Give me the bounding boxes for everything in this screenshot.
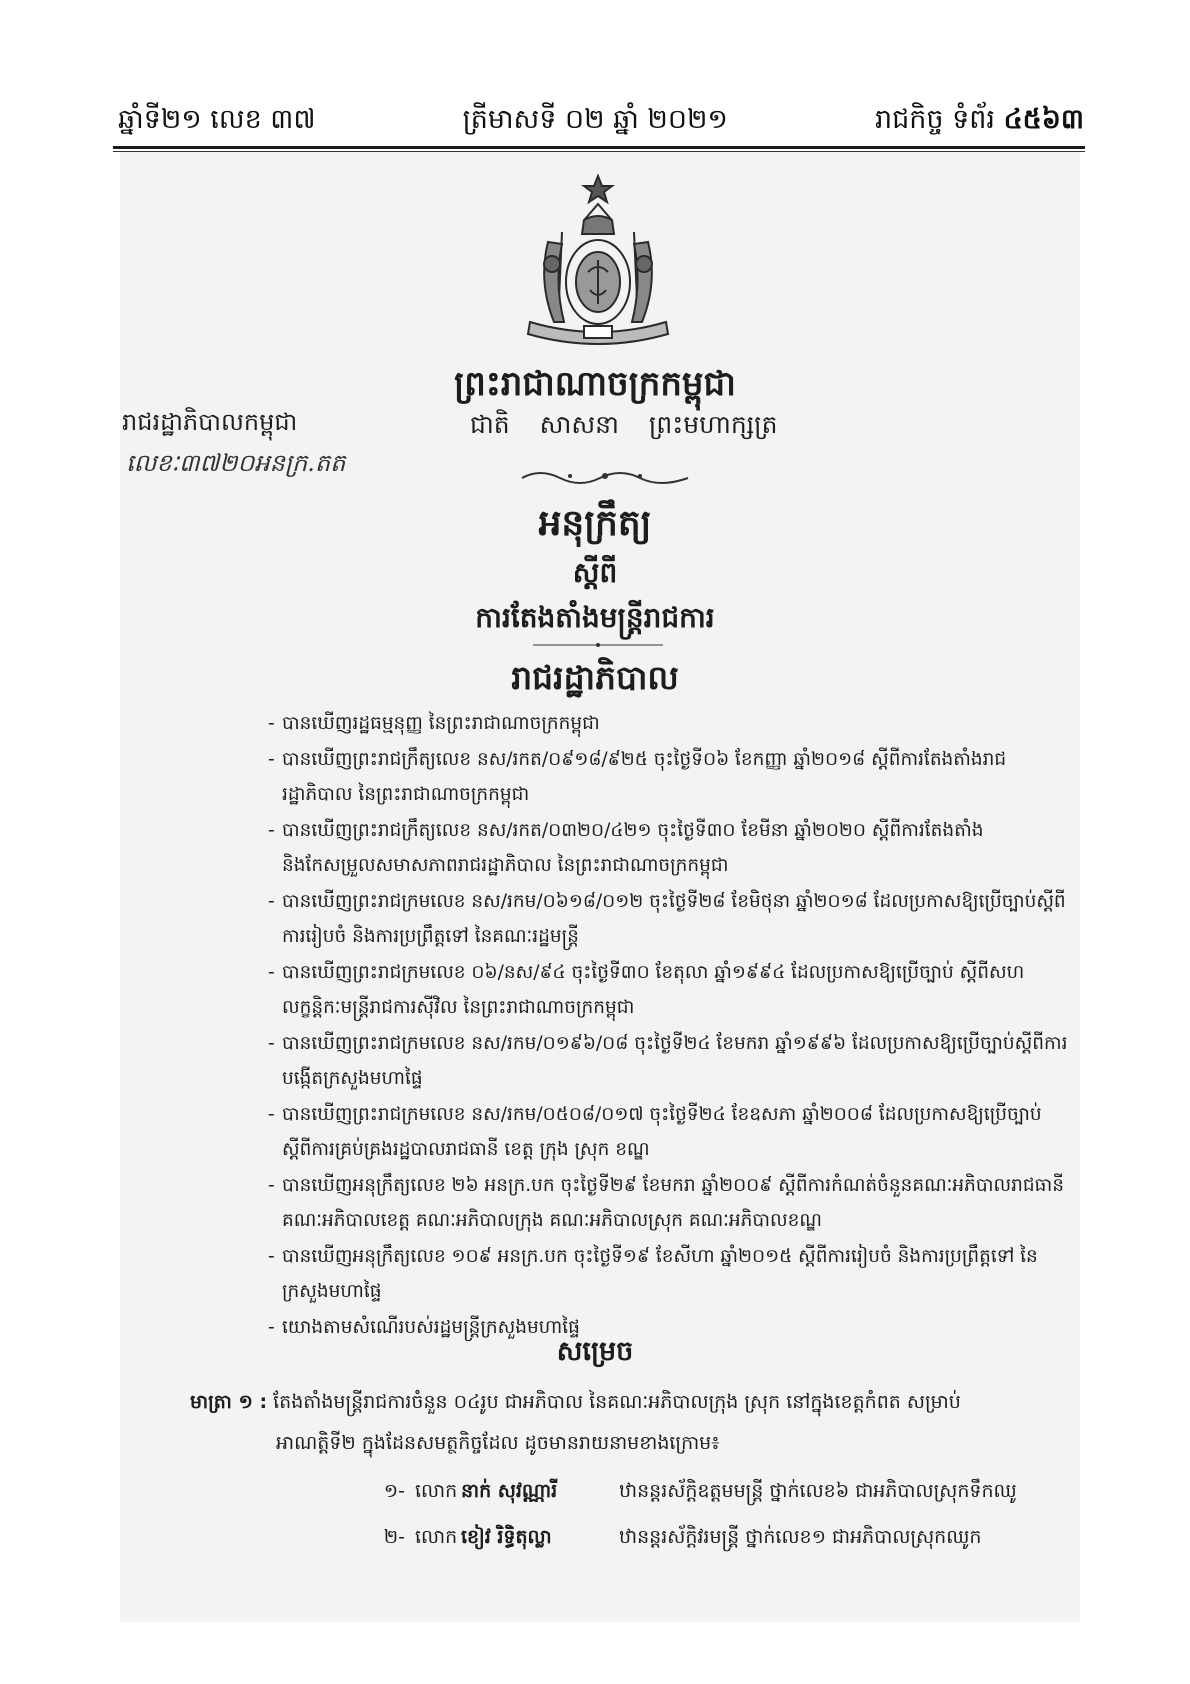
appointee-title: លោក (415, 1526, 458, 1548)
appointee-name: នាក់ សុវណ្ណារី (461, 1480, 558, 1502)
gazette-page (875, 103, 1084, 142)
reference-number: លេខៈ៣៧២០អនក្រ.តត (126, 449, 346, 477)
national-motto: ជាតិ សាសនា ព្រះមហាក្សត្រ (470, 410, 778, 439)
appointee-number: ១- (383, 1480, 405, 1502)
gazette-header (118, 100, 1084, 144)
article-text-line1: តែងតាំងមន្ត្រីរាជការចំនួន ០៤រូប ជាអភិបាល នៃគណៈអភិបាលក្រុង ស្រុក នៅក្នុងខេត្តកំពត សម្រាប់ (273, 1391, 961, 1413)
year-issue: ឆ្នាំទី២១ លេខ ៣៧ (118, 103, 316, 135)
header-rule (113, 146, 1085, 149)
recital-item: - បានឃើញអនុក្រឹត្យលេខ ១០៩ អនក្រ.បក ចុះថ្ងៃទី១៩ ខែសីហា ឆ្នាំ២០១៥ ស្តីពីការរៀបចំ និងការប្រព្រឹត្តទៅ នៃក្រសួងមហាផ្ទៃ (268, 1239, 1068, 1309)
royal-coat-of-arms-icon (518, 172, 678, 357)
document-title: អនុក្រឹត្យ (538, 502, 652, 544)
appointee-number: ២- (383, 1526, 405, 1548)
recital-item: - បានឃើញព្រះរាជក្រមលេខ នស/រកម/០១៩៦/០៨ ចុះថ្ងៃទី២៤ ខែមករា ឆ្នាំ១៩៩៦ ដែលប្រកាសឱ្យប្រើច្បាប់ស្តីពីការបង្កើតក្រសួងមហាផ្ទៃ (268, 1026, 1068, 1096)
appointee-title: លោក (415, 1480, 458, 1502)
article-1 (190, 1382, 1080, 1464)
issue-date: ត្រីមាសទី ០២ ឆ្នាំ ២០២១ (462, 103, 728, 135)
recitals-list (268, 706, 1068, 1346)
kingdom-name: ព្រះរាជាណាចក្រកម្ពុជា (454, 364, 736, 404)
article-text-line2: អាណត្តិទី២ ក្នុងដែនសមត្ថកិច្ចដែល ដូចមានរាយនាមខាងក្រោម៖ (276, 1432, 720, 1454)
appointee-row (335, 1470, 1075, 1516)
recital-item: - បានឃើញព្រះរាជក្រមលេខ នស/រកម/០៦១៨/០១២ ចុះថ្ងៃទី២៨ ខែមិថុនា ឆ្នាំ២០១៨ ដែលប្រកាសឱ្យប្រើច្បាប់ស្តីពីការរៀបចំ និងការប្រព្រឹត្តទៅ នៃគណៈរដ្ឋមន្ត្រី (268, 884, 1068, 954)
recital-item: - បានឃើញព្រះរាជក្រមលេខ នស/រកម/០៥០៨/០១៧ ចុះថ្ងៃទី២៤ ខែឧសភា ឆ្នាំ២០០៨ ដែលប្រកាសឱ្យប្រើច្បាប់ស្តីពីការគ្រប់គ្រងរដ្ឋបាលរាជធានី ខេត្ត ក្រុង ស្រុក ខណ្ឌ (268, 1097, 1068, 1167)
recital-item: - បានឃើញអនុក្រឹត្យលេខ ២៦ អនក្រ.បក ចុះថ្ងៃទី២៩ ខែមករា ឆ្នាំ២០០៩ ស្តីពីការកំណត់ចំនួនគណៈអភិបាលរាជធានី គណៈអភិបាលខេត្ត គណៈអភិបាលក្រុង គណៈអភិបាលស្រុក គណៈអភិបាលខណ្ឌ (268, 1168, 1068, 1238)
article-label: មាត្រា ១ : (190, 1391, 268, 1413)
page-number: ៤៥៦៣ (1003, 103, 1084, 135)
ornament-divider-icon (520, 466, 690, 486)
recital-item: - បានឃើញព្រះរាជក្រឹត្យលេខ នស/រកត/០៣២០/៤២១ ចុះថ្ងៃទី៣០ ខែមីនា ឆ្នាំ២០២០ ស្តីពីការតែងតាំង និងកែសម្រួលសមាសភាពរាជរដ្ឋាភិបាល នៃព្រះរាជាណាចក្រកម្ពុជា (268, 813, 1068, 883)
appointee-row (335, 1516, 1075, 1562)
appointee-role: ឋានន្តរស័ក្តិវរមន្ត្រី ថ្នាក់លេខ១ ជាអភិបាលស្រុកឈូក (619, 1526, 982, 1548)
gazette-page-label: រាជកិច្ច ទំព័រ (874, 103, 995, 135)
appointee-role: ឋានន្តរស័ក្តិឧត្តមមន្ត្រី ថ្នាក់លេខ៦ ជាអភិបាលស្រុកទឹកឈូ (619, 1480, 1017, 1502)
divider-line-icon (533, 642, 663, 648)
appointee-name: ខៀវ រិទ្ធិតុល្លា (461, 1526, 552, 1548)
about-label: ស្តីពី (572, 556, 618, 589)
recital-item: - បានឃើញព្រះរាជក្រមលេខ ០៦/នស/៩៤ ចុះថ្ងៃទី៣០ ខែតុលា ឆ្នាំ១៩៩៤ ដែលប្រកាសឱ្យប្រើច្បាប់ ស្តីពីសហលក្ខន្តិកៈមន្ត្រីរាជការស៊ីវិល នៃព្រះរាជាណាចក្រកម្ពុជា (268, 955, 1068, 1025)
ministry-name: រាជរដ្ឋាភិបាលកម្ពុជា (122, 408, 298, 436)
recital-item: - បានឃើញរដ្ឋធម្មនុញ្ញ នៃព្រះរាជាណាចក្រកម្ពុជា (268, 706, 1068, 741)
recital-item: - បានឃើញព្រះរាជក្រឹត្យលេខ នស/រកត/០៩១៨/៩២៥ ចុះថ្ងៃទី០៦ ខែកញ្ញា ឆ្នាំ២០១៨ ស្តីពីការតែងតាំងរាជរដ្ឋាភិបាល នៃព្រះរាជាណាចក្រកម្ពុជា (268, 742, 1068, 812)
recital-item: - យោងតាមសំណើរបស់រដ្ឋមន្ត្រីក្រសួងមហាផ្ទៃ (268, 1310, 1068, 1345)
document-subject: ការតែងតាំងមន្ត្រីរាជការ (475, 601, 715, 634)
decision-heading: សម្រេច (556, 1336, 634, 1367)
appointees-list (335, 1470, 1075, 1562)
issuer-name: រាជរដ្ឋាភិបាល (511, 658, 679, 697)
